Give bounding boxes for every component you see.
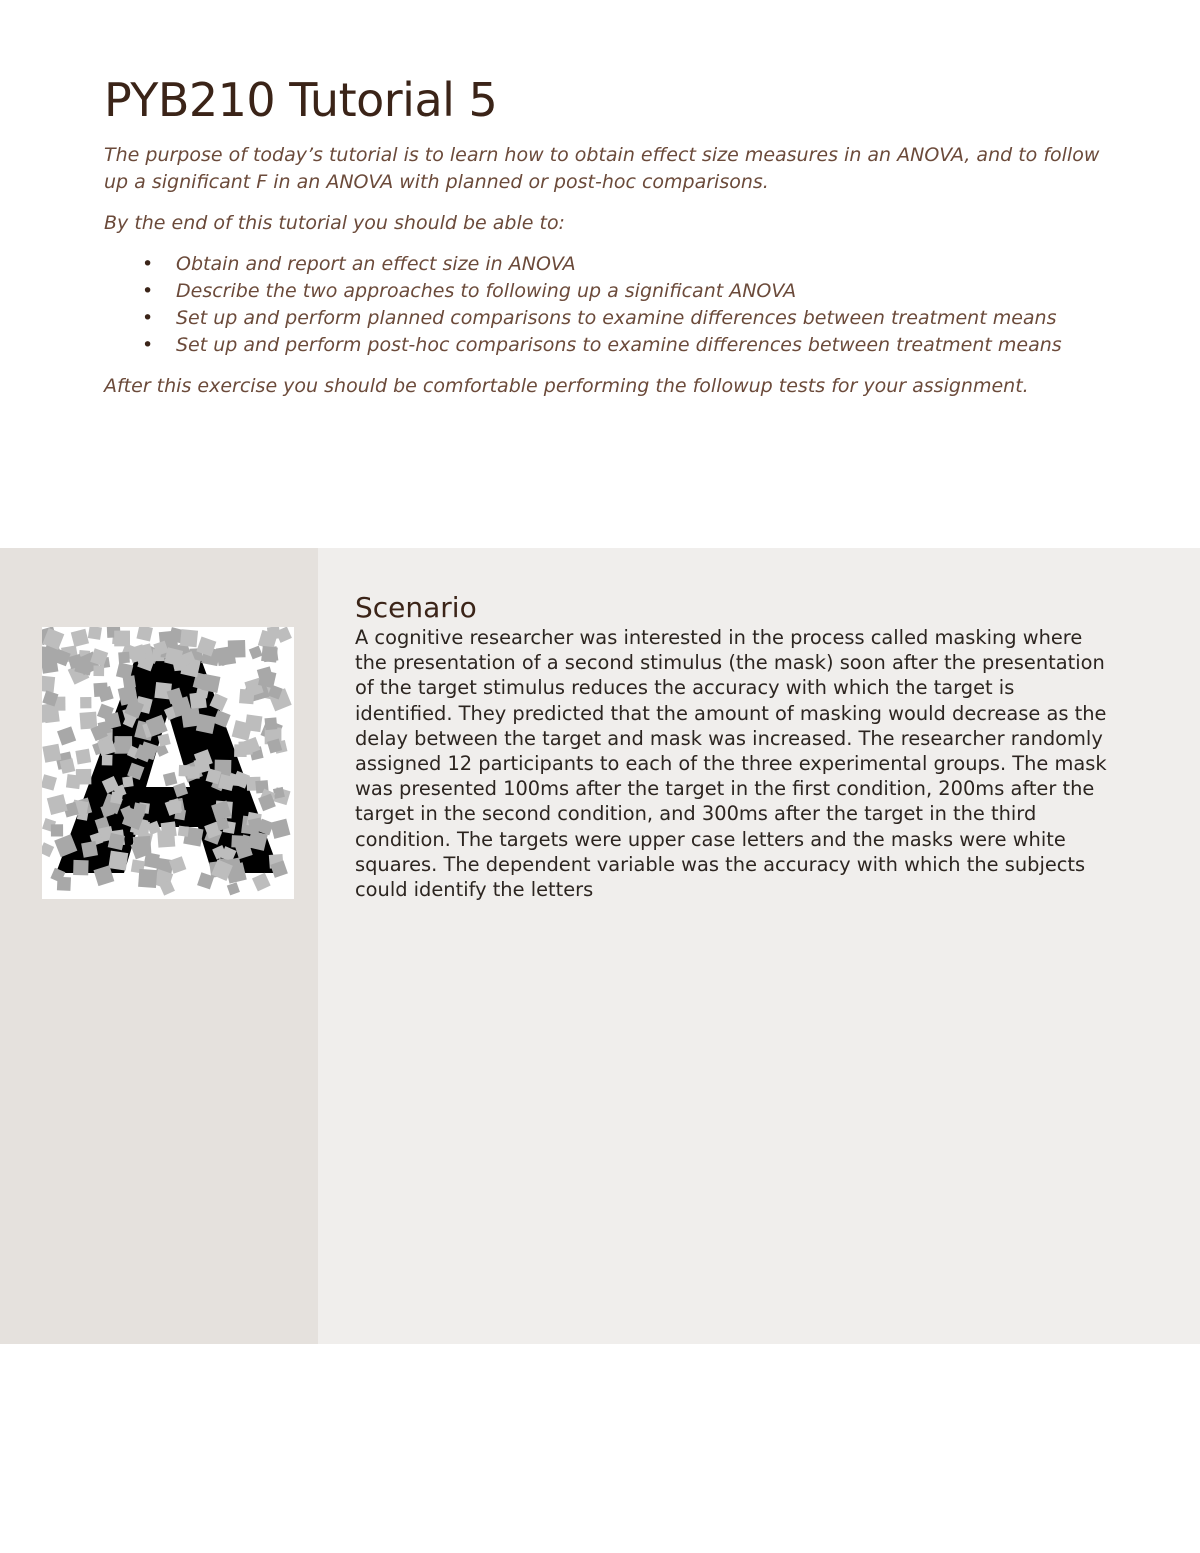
- mask-square: [248, 818, 263, 833]
- mask-square: [163, 772, 177, 786]
- objective-text: Describe the two approaches to following up a significant ANOVA: [176, 280, 797, 302]
- mask-square: [42, 646, 57, 666]
- scenario-band: [0, 548, 1200, 1344]
- scenario-heading: Scenario: [355, 591, 477, 624]
- mask-square: [57, 726, 76, 745]
- mask-square: [110, 791, 123, 804]
- page-title: PYB210 Tutorial 5: [104, 73, 498, 127]
- scenario-section: [355, 591, 1115, 902]
- mask-square: [133, 836, 152, 855]
- mask-square: [138, 869, 157, 888]
- mask-square: [66, 774, 81, 789]
- mask-square: [102, 755, 113, 766]
- mask-square: [88, 627, 102, 640]
- mask-square: [196, 714, 216, 734]
- mask-square: [231, 835, 244, 848]
- mask-square: [57, 877, 71, 891]
- objectives-intro: By the end of this tutorial you should be able to:: [104, 212, 565, 234]
- purpose-paragraph: The purpose of today’s tutorial is to learn how to obtain effect size measures in an ANOVA, and to follow up a significant F in an ANOVA with planned or post-hoc comparisons.: [104, 144, 1100, 193]
- masked-letter-svg: [42, 627, 294, 899]
- mask-square: [227, 882, 240, 895]
- list-item: [142, 305, 1104, 332]
- bullet-icon: •: [142, 307, 154, 329]
- objective-text: Obtain and report an effect size in ANOVA: [176, 253, 576, 275]
- mask-square: [123, 675, 136, 688]
- mask-square: [75, 749, 91, 765]
- mask-square: [93, 682, 108, 697]
- mask-square: [47, 794, 68, 815]
- mask-square: [42, 744, 61, 763]
- tutorial-header: [104, 72, 1104, 414]
- mask-square: [93, 665, 104, 676]
- mask-square: [234, 744, 247, 757]
- mask-square: [42, 842, 54, 857]
- mask-square: [228, 640, 246, 658]
- objective-text: Set up and perform post-hoc comparisons to examine differences between treatment means: [176, 334, 1062, 356]
- mask-square: [98, 721, 112, 735]
- list-item: [142, 251, 1104, 278]
- list-item: [142, 278, 1104, 305]
- mask-square: [136, 627, 153, 641]
- mask-square: [118, 652, 130, 664]
- mask-square: [108, 851, 128, 871]
- bullet-icon: •: [142, 280, 154, 302]
- mask-square: [80, 697, 91, 708]
- intro-text: [104, 142, 1104, 400]
- mask-square: [114, 631, 130, 647]
- mask-square: [73, 860, 89, 876]
- mask-square: [178, 826, 189, 837]
- objective-text: Set up and perform planned comparisons to examine differences between treatment means: [176, 307, 1057, 329]
- masked-letter-a-image: [42, 627, 294, 899]
- mask-square: [270, 819, 290, 839]
- list-item: [142, 332, 1104, 359]
- mask-square: [169, 801, 181, 813]
- mask-square: [80, 712, 98, 730]
- mask-square: [71, 629, 89, 647]
- mask-square: [122, 776, 134, 788]
- mask-square: [108, 833, 125, 850]
- bullet-icon: •: [142, 253, 154, 275]
- bullet-icon: •: [142, 334, 154, 356]
- band-sidebar: [0, 548, 318, 1344]
- mask-square: [42, 774, 57, 790]
- mask-square: [42, 676, 55, 693]
- mask-square: [180, 629, 198, 647]
- mask-square: [273, 787, 285, 799]
- mask-square: [51, 824, 63, 836]
- mask-square: [81, 841, 98, 858]
- mask-square: [179, 765, 191, 777]
- objectives-list: [104, 251, 1104, 359]
- mask-square: [239, 689, 254, 704]
- mask-square: [252, 873, 271, 892]
- mask-square: [249, 646, 263, 660]
- closing-paragraph: After this exercise you should be comfortable performing the followup tests for your assignment.: [104, 375, 1029, 397]
- scenario-body: A cognitive researcher was interested in the process called masking where the presentation of a second stimulus (the mask) soon after the presentation of the target stimulus reduces the accuracy with which the target is identified. They predicted that the amount of masking would decrease as the delay between the target and mask was increased. The researcher randomly assigned 12 participants to each of the three experimental groups. The mask was presented 100ms after the target in the first condition, 200ms after the target in the second condition, and 300ms after the target in the third condition. The targets were upper case letters and the masks were white squares. The dependent variable was the accuracy with which the subjects could identify the letters: [355, 626, 1107, 902]
- mask-square: [157, 830, 175, 848]
- mask-square: [265, 717, 278, 730]
- mask-square: [261, 646, 278, 663]
